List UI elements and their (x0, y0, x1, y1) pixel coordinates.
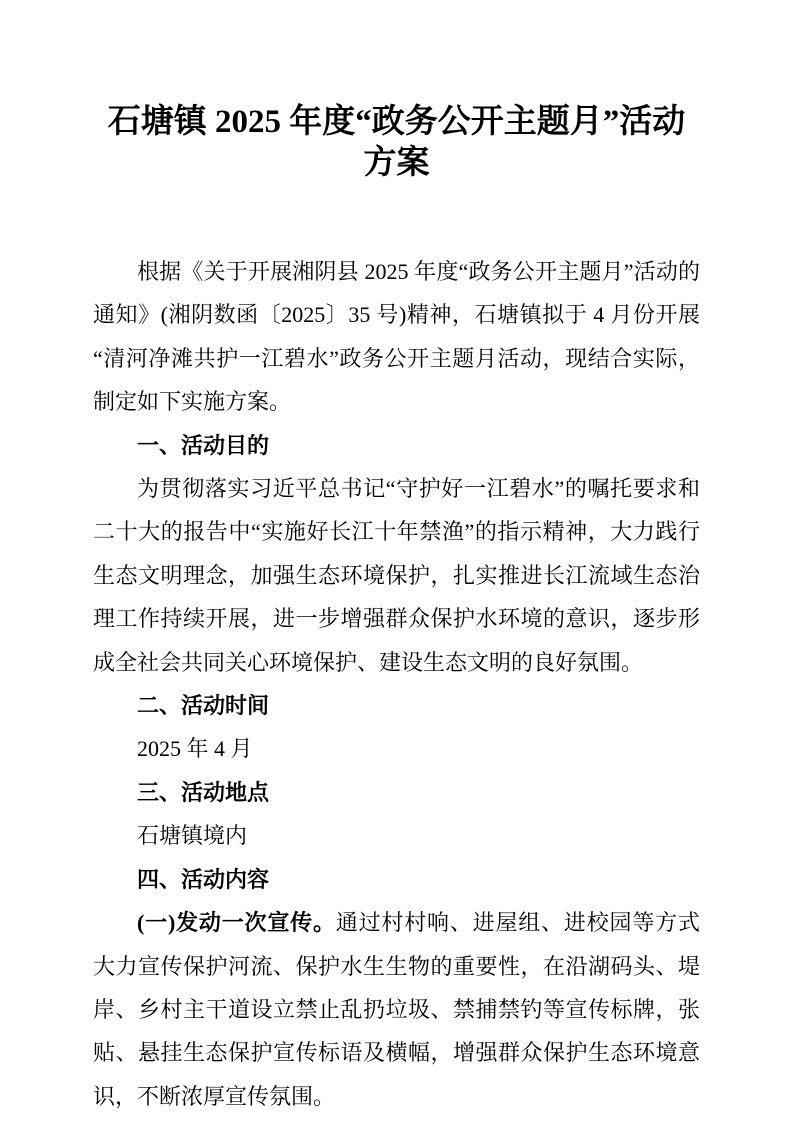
section-heading-time: 二、活动时间 (137, 693, 270, 719)
content-item-1-paragraph (93, 901, 700, 1118)
purpose-paragraph: 为贯彻落实习近平总书记“守护好一江碧水”的嘱托要求和二十大的报告中“实施好长江十年禁渔”的指示精神，大力践行生态文明理念，加强生态环境保护，扎实推进长江流域生态治理工作持续开展，进一步增强群众保护水环境的意识，逐步形成全社会共同关心环境保护、建设生态文明的良好氛围。 (93, 476, 700, 675)
content-item-1-text: 通过村村响、进屋组、进校园等方式大力宣传保护河流、保护水生生物的重要性，在沿湖码头、堤岸、乡村主干道设立禁止乱扔垃圾、禁捕禁钓等宣传标牌，张贴、悬挂生态保护宣传标语及横幅，增强群众保护生态环境意识，不断浓厚宣传氛围。 (93, 910, 700, 1109)
section-heading-location: 三、活动地点 (137, 779, 270, 805)
document-title: 石塘镇 2025 年度“政务公开主题月”活动方案 (107, 104, 686, 181)
location-paragraph: 石塘镇境内 (137, 823, 248, 849)
intro-paragraph: 根据《关于开展湘阴县 2025 年度“政务公开主题月”活动的通知》(湘阴数函〔2025〕35 号)精神，石塘镇拟于 4 月份开展“清河净滩共护一江碧水”政务公开主题月活动，现结合实际，制定如下实施方案。 (93, 259, 700, 415)
section-heading-content: 四、活动内容 (137, 866, 270, 892)
section-heading-purpose: 一、活动目的 (137, 432, 270, 458)
time-paragraph: 2025 年 4 月 (137, 736, 253, 762)
content-item-1-lead: (一)发动一次宣传。 (137, 910, 336, 936)
